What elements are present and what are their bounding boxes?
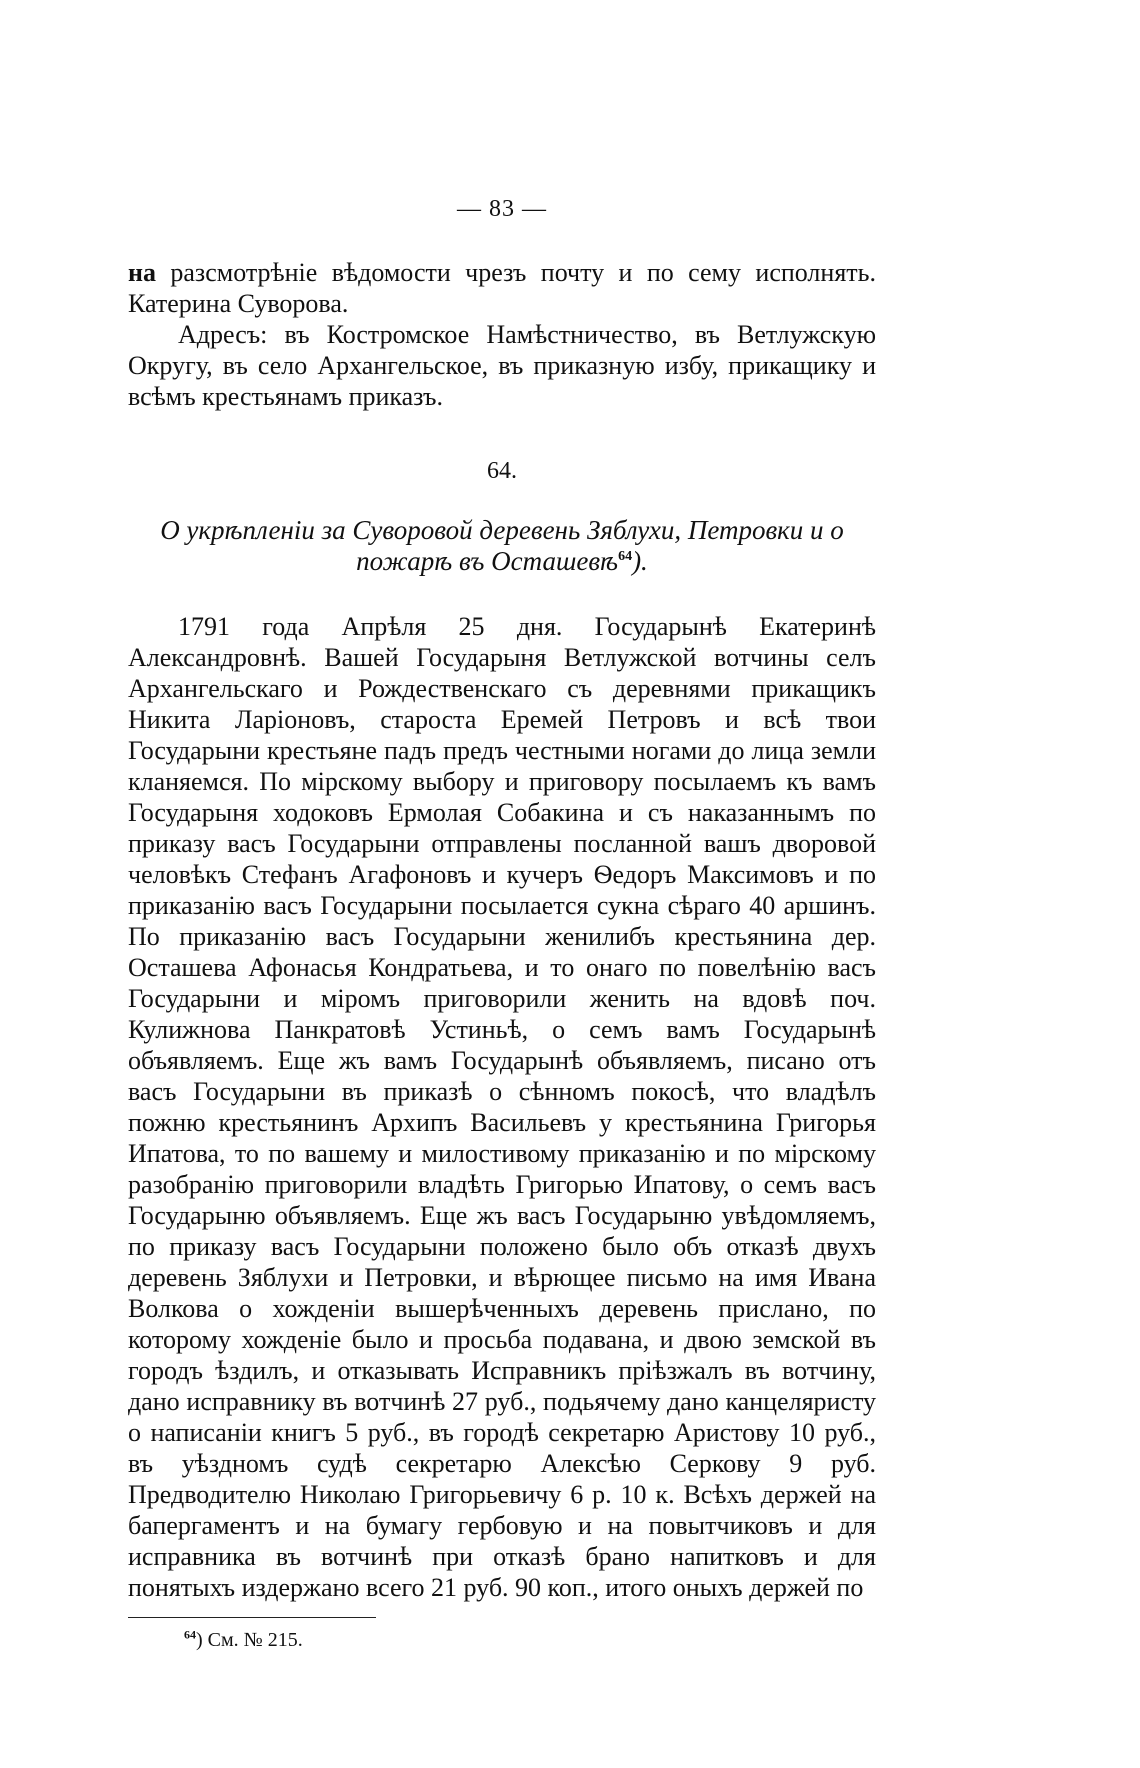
intro-lead-word: на [128, 258, 156, 287]
document-title-line-2-text: пожарѣ въ Осташевѣ [356, 546, 619, 576]
address-paragraph: Адресъ: въ Костромское Намѣстничество, въ Ветлужскую Округу, въ село Архангельское, въ приказную избу, прикащику и всѣмъ крестьянамъ приказъ. [128, 320, 876, 411]
footnote-reference[interactable]: 64 [618, 549, 633, 564]
intro-text: разсмотрѣніе вѣдомости чрезъ почту и по сему исполнять. Катерина Суворова. [128, 258, 876, 318]
document-title-line-1: О укрѣпленіи за Суворовой деревень Зяблухи, Петровки и о [160, 515, 844, 545]
letter-body: 1791 года Апрѣля 25 дня. Государынѣ Екатеринѣ Александровнѣ. Вашей Государыня Ветлужской вотчины селъ Архангельскаго и Рождественскаго съ деревнями прикащикъ Никита Ларіоновъ, староста Еремей Петровъ и всѣ твои Государыни крестьяне падъ предъ честными ногами до лица земли кланяемся. По мірскому выбору и приговору посылаемъ къ вамъ Государыня ходоковъ Ермолая Собакина и съ наказаннымъ по приказу васъ Государыни отправлены посланной вашъ дворовой человѣкъ Стефанъ Агафоновъ и кучеръ Ѳедоръ Максимовъ и по приказанію васъ Государыни посылается сукна сѣраго 40 аршинъ. По приказанію васъ Государыни женилибъ крестьянина дер. Осташева Афонасья Кондратьева, и то онаго по повелѣнію васъ Государыни и міромъ приговорили женить на вдовѣ поч. Кулижнова Панкратовѣ Устиньѣ, о семъ вамъ Государынѣ объявляемъ. Еще жъ вамъ Государынѣ объявляемъ, писано отъ васъ Государыни въ приказѣ о сѣнномъ покосѣ, что владѣлъ пожню крестьянинъ Архипъ Васильевъ у крестьянина Григорья Ипатова, то по вашему и милостивому приказанію и по мірскому разобранію приговорили владѣть Григорью Ипатову, о семъ васъ Государыню объявляемъ. Еще жъ васъ Государыню увѣдомляемъ, по приказу васъ Государыни положено было объ отказѣ двухъ деревень Зяблухи и Петровки, и вѣрющее письмо на имя Ивана Волкова о хожденіи вышерѣченныхъ деревень прислано, по которому хожденіе было и просьба подавана, и двою земской въ городъ ѣздилъ, и отказывать Исправникъ пріѣзжалъ въ вотчину, дано исправнику въ вотчинѣ 27 руб., подьячему дано канцеляристу о написаніи книгъ 5 руб., въ городѣ секретарю Аристову 10 руб., въ уѣздномъ судѣ секретарю Алексѣю Серкову 9 руб. Предводителю Николаю Григорьевичу 6 р. 10 к. Всѣхъ держей на бапергаментъ и на бумагу гербовую и на повытчиковъ и для исправника въ вотчинѣ при отказѣ брано напитковъ и для понятыхъ издержано всего 21 руб. 90 коп., итого оныхъ держей по [128, 612, 876, 1602]
document-page [128, 196, 876, 1652]
footnote-text: ) См. № 215. [196, 1629, 303, 1651]
footnote-mark: 64 [184, 1627, 196, 1642]
intro-paragraph [128, 257, 876, 319]
document-number: 64. [487, 458, 517, 484]
footnote-divider [128, 1617, 376, 1618]
document-title-close: ). [632, 546, 648, 576]
page-number: — 83 — [457, 196, 547, 222]
document-title [128, 515, 876, 577]
footnote [128, 1628, 876, 1652]
document-title-line-2 [128, 546, 876, 577]
